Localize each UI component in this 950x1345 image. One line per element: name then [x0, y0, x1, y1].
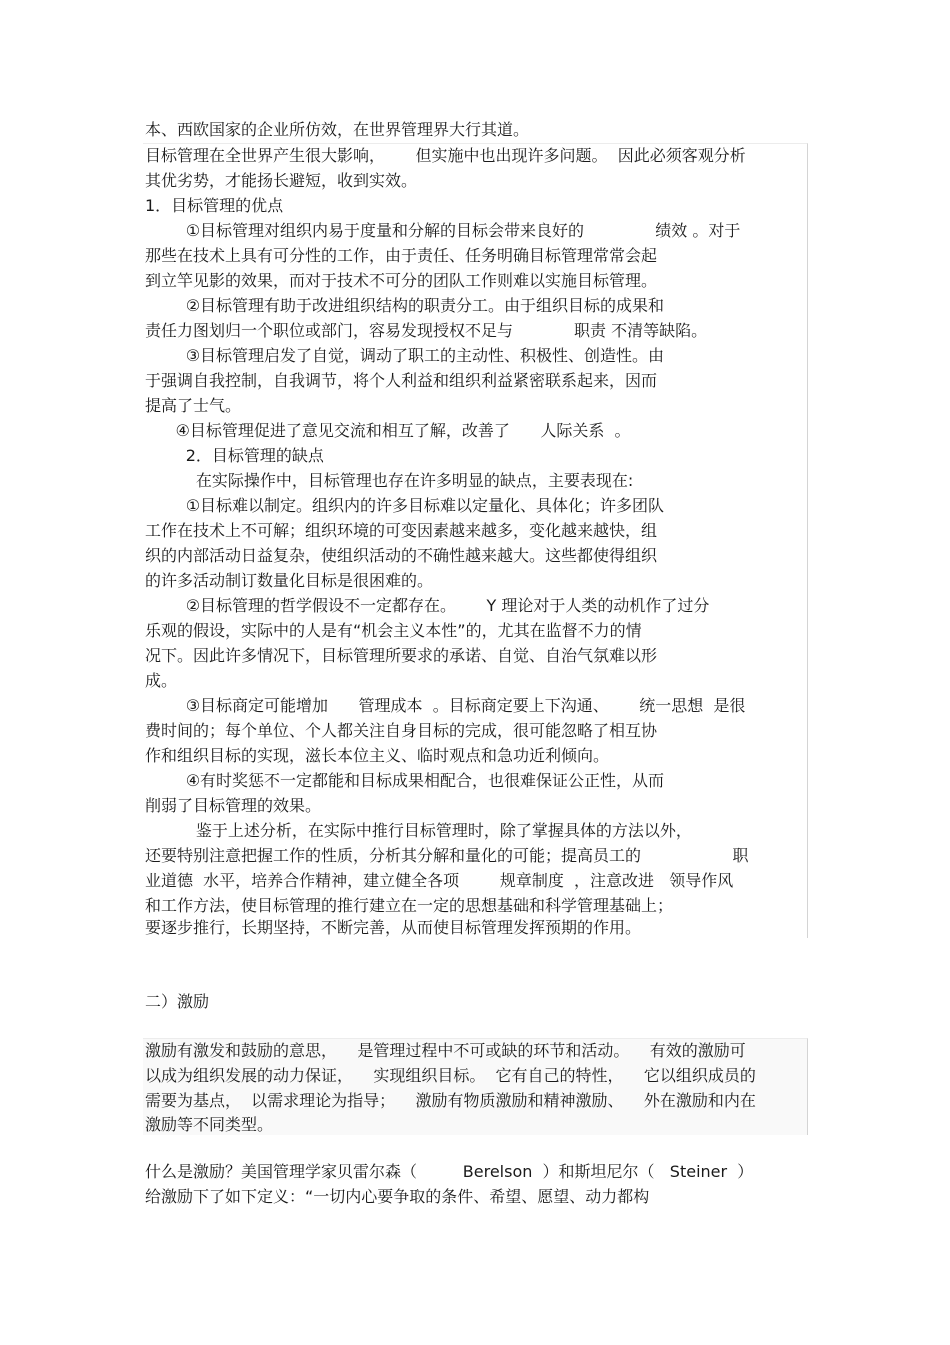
text-line: ②目标管理有助于改进组织结构的职责分工。由于组织目标的成果和	[145, 296, 665, 315]
mbo-text-box	[143, 143, 808, 938]
text-line: 在实际操作中，目标管理也存在许多明显的缺点，主要表现在:	[145, 471, 634, 490]
definition-line: 给激励下了如下定义：“一切内心要争取的条件、希望、愿望、动力都构	[145, 1187, 650, 1206]
text-line: ①目标难以制定。组织内的许多目标难以定量化、具体化；许多团队	[145, 496, 665, 515]
text-line: 目标管理在全世界产生很大影响， 但实施中也出现许多问题。 因此必须客观分析	[145, 146, 746, 165]
text-line: 作和组织目标的实现，滋长本位主义、临时观点和急功近利倾向。	[145, 746, 610, 765]
incentive-text-box	[143, 1038, 808, 1135]
text-line: 责任力图划归一个职位或部门，容易发现授权不足与 职责 不清等缺陷。	[145, 321, 708, 340]
text-line: 乐观的假设，实际中的人是有“机会主义本性”的，尤其在监督不力的情	[145, 621, 642, 640]
text-line: 提高了士气。	[145, 396, 242, 415]
text-line: 削弱了目标管理的效果。	[145, 796, 322, 815]
definition-line: 什么是激励？美国管理学家贝雷尔森（ Berelson ）和斯坦尼尔（ Steiner ）	[145, 1162, 754, 1181]
text-line: 织的内部活动日益复杂，使组织活动的不确性越来越大。这些都使得组织	[145, 546, 658, 565]
text-line: 鉴于上述分析，在实际中推行目标管理时，除了掌握具体的方法以外，	[145, 821, 692, 840]
text-line: ③目标管理启发了自觉，调动了职工的主动性、积极性、创造性。由	[145, 346, 665, 365]
text-line: 成。	[145, 671, 178, 690]
text-line: 还要特别注意把握工作的性质，分析其分解和量化的可能；提高员工的 职	[145, 846, 749, 865]
text-line: 况下。因此许多情况下，目标管理所要求的承诺、自觉、自治气氛难以形	[145, 646, 658, 665]
subheading-disadvantages: 2．目标管理的缺点	[145, 446, 324, 465]
text-line: ④有时奖惩不一定都能和目标成果相配合，也很难保证公正性，从而	[145, 771, 665, 790]
text-line: 费时间的；每个单位、个人都关注自身目标的完成，很可能忽略了相互协	[145, 721, 658, 740]
text-line: 的许多活动制订数量化目标是很困难的。	[145, 571, 434, 590]
text-line: 其优劣势，才能扬长避短，收到实效。	[145, 171, 418, 190]
text-line: 以成为组织发展的动力保证， 实现组织目标。 它有自己的特性， 它以组织成员的	[145, 1066, 756, 1085]
text-line: ②目标管理的哲学假设不一定都存在。 Y 理论对于人类的动机作了过分	[145, 596, 710, 615]
text-line: 和工作方法，使目标管理的推行建立在一定的思想基础和科学管理基础上；	[145, 896, 674, 915]
text-line: ③目标商定可能增加 管理成本 。目标商定要上下沟通、 统一思想 是很	[145, 696, 746, 715]
text-line: ④目标管理促进了意见交流和相互了解，改善了 人际关系 。	[145, 421, 631, 440]
text-line: 激励等不同类型。	[145, 1115, 274, 1134]
text-line: 于强调自我控制，自我调节，将个人利益和组织利益紧密联系起来，因而	[145, 371, 658, 390]
text-line: 到立竿见影的效果，而对于技术不可分的团队工作则难以实施目标管理。	[145, 271, 658, 290]
text-line: 那些在技术上具有可分性的工作，由于责任、任务明确目标管理常常会起	[145, 246, 658, 265]
intro-line: 本、西欧国家的企业所仿效，在世界管理界大行其道。	[145, 120, 530, 139]
text-line: 工作在技术上不可解；组织环境的可变因素越来越多，变化越来越快，组	[145, 521, 658, 540]
text-line: 要逐步推行，长期坚持，不断完善，从而使目标管理发挥预期的作用。	[145, 918, 642, 937]
text-line: ①目标管理对组织内易于度量和分解的目标会带来良好的 绩效 。对于	[145, 221, 741, 240]
text-line: 激励有激发和鼓励的意思， 是管理过程中不可或缺的环节和活动。 有效的激励可	[145, 1041, 746, 1060]
text-line: 需要为基点， 以需求理论为指导； 激励有物质激励和精神激励、 外在激励和内在	[145, 1091, 756, 1110]
subheading-advantages: 1．目标管理的优点	[145, 196, 284, 215]
text-line: 业道德 水平，培养合作精神，建立健全各项 规章制度 ，注意改进 领导作风	[145, 871, 734, 890]
section-heading-incentive: 二）激励	[145, 992, 210, 1011]
